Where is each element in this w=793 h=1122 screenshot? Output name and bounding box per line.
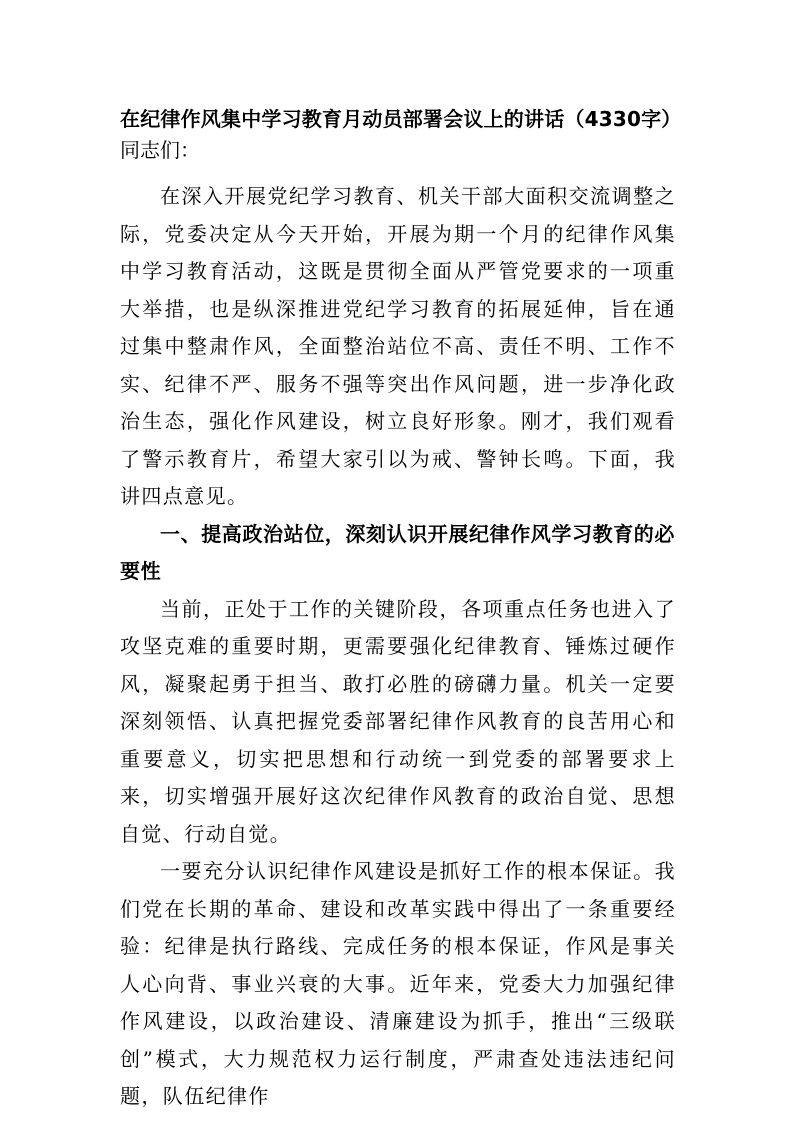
- section-1-paragraph-2: 一要充分认识纪律作风建设是抓好工作的根本保证。我们党在长期的革命、建设和改革实践中得出了一条重要经验：纪律是执行路线、完成任务的根本保证，作风是事关人心向背、事业兴衰的大事。近年来，党委大力加强纪律作风建设，以政治建设、清廉建设为抓手，推出“三级联创”模式，大力规范权力运行制度，严肃查处违法违纪问题，队伍纪律作: [120, 859, 676, 1108]
- intro-paragraph: 在深入开展党纪学习教育、机关干部大面积交流调整之际，党委决定从今天开始，开展为期一个月的纪律作风集中学习教育活动，这既是贯彻全面从严管党要求的一项重大举措，也是纵深推进党纪学习教育的拓展延伸，旨在通过集中整肃作风，全面整治站位不高、责任不明、工作不实、纪律不严、服务不强等突出作风问题，进一步净化政治生态，强化作风建设，树立良好形象。刚才，我们观看了警示教育片，希望大家引以为戒、警钟长鸣。下面，我讲四点意见。: [120, 184, 676, 508]
- section-1-paragraph-1: 当前，正处于工作的关键阶段，各项重点任务也进入了攻坚克难的重要时期，更需要强化纪律教育、锤炼过硬作风，凝聚起勇于担当、敢打必胜的磅礴力量。机关一定要深刻领悟、认真把握党委部署纪律作风教育的良苦用心和重要意义，切实把思想和行动统一到党委的部署要求上来，切实增强开展好这次纪律作风教育的政治自觉、思想自觉、行动自觉。: [120, 596, 676, 846]
- greeting: 同志们：: [120, 138, 200, 162]
- document-title: 在纪律作风集中学习教育月动员部署会议上的讲话（4330字）: [120, 107, 682, 131]
- document-page: [120, 104, 682, 1116]
- section-heading-1: 一、提高政治站位，深刻认识开展纪律作风学习教育的必要性: [120, 521, 675, 583]
